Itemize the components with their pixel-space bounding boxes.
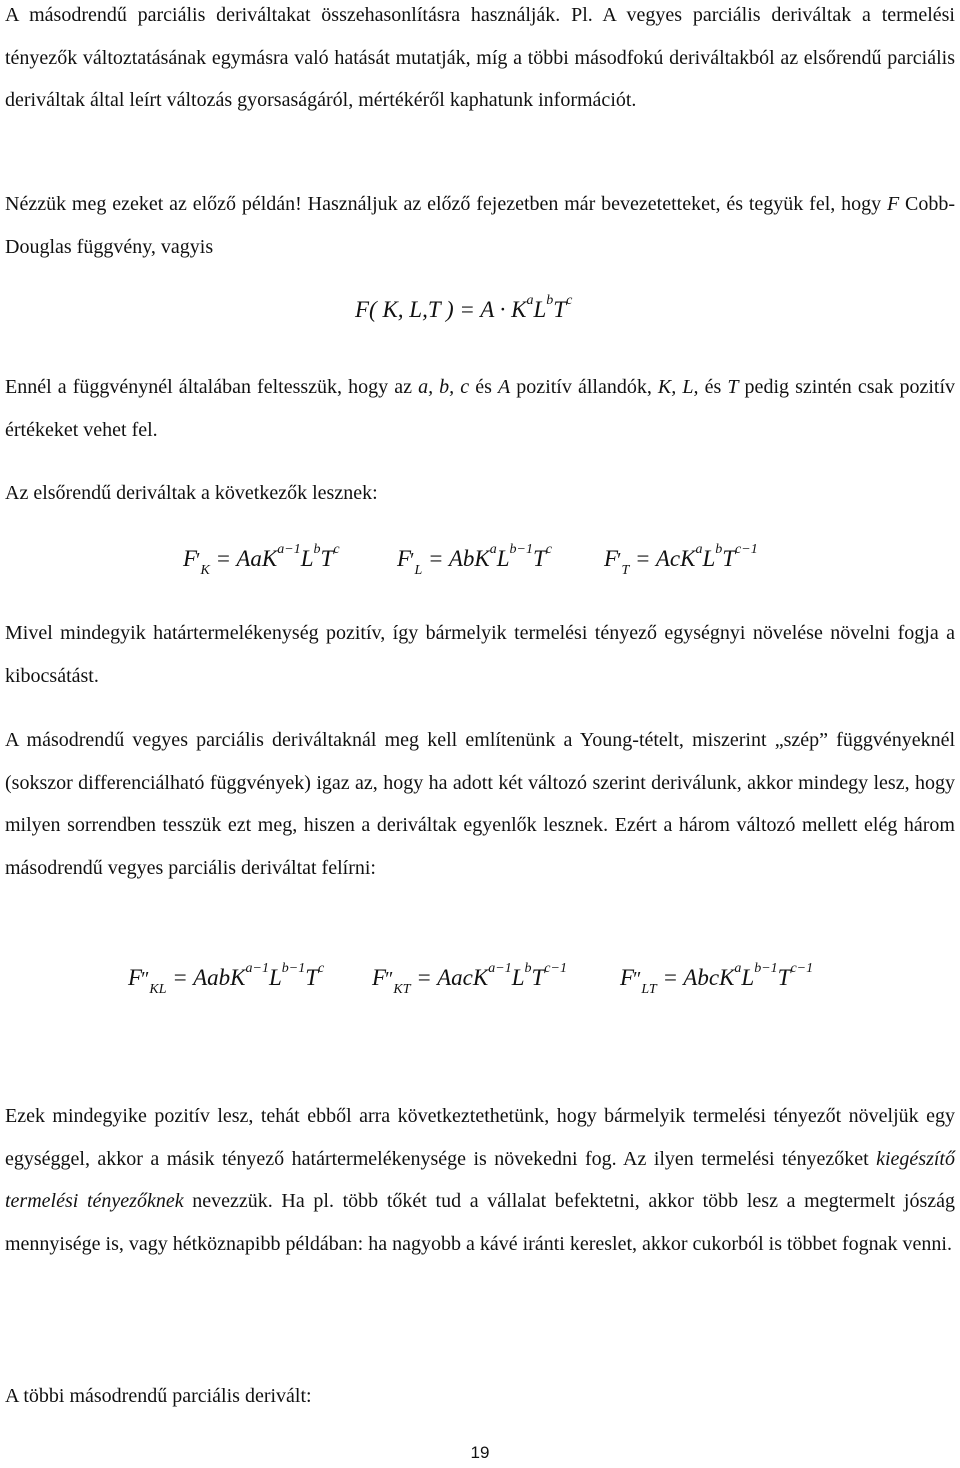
exponent: c−1 xyxy=(544,961,567,977)
paragraph-complementary-factors xyxy=(5,1095,955,1265)
variable: T xyxy=(531,965,545,990)
variable: F xyxy=(604,546,619,571)
subscript: LT xyxy=(641,981,657,997)
double-prime-mark: ″ xyxy=(633,968,642,990)
paragraph-partial-derivatives: A másodrendű parciális deriváltakat összehasonlításra használják. Pl. A vegyes parciális deriváltak a termelési tényezők változtatásának egymásra való hatását mutatják, míg a többi másodfokú deriváltakból az elsőrendű parciális deriváltak által leírt változás gyorsaságáról, mértékéről kaphatunk információt. xyxy=(5,4,955,111)
equation-FL xyxy=(397,542,552,578)
emphasis-term: kiegészítő termelési tényezőknek xyxy=(5,1147,955,1212)
exponent: c xyxy=(333,542,340,558)
paragraph-first-order-intro: Az elsőrendű deriváltak a következők lesznek: xyxy=(5,482,378,504)
text-segment: nevezzük. Ha pl. több tőkét tud a vállalat befektetni, akkor több lesz a megtermelt jószág mennyisége is, vagy hétköznapibb példában: ha nagyobb a kávé iránti kereslet, akkor cukorból is többet fognak venni. xyxy=(5,1190,955,1255)
text-segment: Ennél a függvénynél általában feltesszük, hogy az xyxy=(5,376,419,398)
exponent: c−1 xyxy=(790,961,814,977)
exponent: a xyxy=(489,542,497,558)
prime-mark: ′ xyxy=(410,549,415,571)
equation-rhs: = AaK xyxy=(215,546,278,571)
exponent: a xyxy=(695,542,703,558)
variable: L xyxy=(268,965,282,990)
subscript: KT xyxy=(393,981,411,997)
paragraph-other-derivatives: A többi másodrendű parciális derivált: xyxy=(5,1385,312,1407)
equation-FKT xyxy=(372,961,567,997)
exponent: c−1 xyxy=(735,542,758,558)
exponent: b xyxy=(715,542,723,558)
variable-T: T xyxy=(727,376,739,398)
prime-mark: ′ xyxy=(196,549,201,571)
variables-abc: a, b, c xyxy=(418,376,470,398)
variable: L xyxy=(702,546,716,571)
page-number: 19 xyxy=(470,1443,490,1462)
text-segment: és xyxy=(469,376,498,398)
text-segment: Ezek mindegyike pozitív lesz, tehát ebből arra következtethetünk, hogy bármelyik termelési tényezőt növeljük egy egységgel, akkor a másik tényező határtermelékenysége is növekedni fog. Az ilyen termelési tényezőket xyxy=(5,1105,955,1170)
variable: T xyxy=(320,546,334,571)
exponent: a xyxy=(526,293,534,309)
subscript: T xyxy=(621,562,630,578)
variables-KL: K, L, xyxy=(657,376,699,398)
exponent: b xyxy=(546,293,554,309)
text-segment: Nézzük meg ezeket az előző példán! Használjuk az előző fejezetben már bevezetetteket, és tegyük fel, hogy xyxy=(5,193,887,215)
variable-F: F xyxy=(886,193,900,215)
exponent: c xyxy=(545,542,552,558)
equation-FLT xyxy=(620,961,814,997)
variable: F xyxy=(128,965,143,990)
text-segment: Cobb-Douglas függvény, vagyis xyxy=(5,193,955,258)
variable: L xyxy=(300,546,314,571)
prime-mark: ′ xyxy=(617,549,622,571)
subscript: L xyxy=(414,562,423,578)
exponent: a−1 xyxy=(277,542,301,558)
paragraph-marginal-productivity: Mivel mindegyik határtermelékenység pozitív, így bármelyik termelési tényező egységnyi növelése növelni fogja a kibocsátást. xyxy=(5,622,955,687)
variable: T xyxy=(777,965,791,990)
text-segment: és xyxy=(698,376,728,398)
variable: T xyxy=(722,546,736,571)
variable-A: A xyxy=(498,376,511,398)
equation-rhs: = AbcK xyxy=(662,965,735,990)
exponent: a xyxy=(734,961,742,977)
exponent: a−1 xyxy=(245,961,269,977)
exponent: b xyxy=(524,961,532,977)
exponent: a−1 xyxy=(488,961,512,977)
equation-FK xyxy=(183,542,340,578)
paragraph-young-theorem: A másodrendű vegyes parciális deriváltaknál meg kell említenünk a Young-tételt, miszerint „szép” függvényeknél (sokszor differenciálható függvények) igaz az, hogy ha adott két változó szerint deriválunk, akkor mindegy lesz, hogy milyen sorrendben tesszük ezt meg, hiszen a deriváltak egyenlők lesznek. Ezért a három változó mellett elég három másodrendű vegyes parciális deriváltat felírni: xyxy=(5,729,955,879)
double-prime-mark: ″ xyxy=(141,968,150,990)
equation-lhs: F( K, L,T ) = A · K xyxy=(355,297,527,322)
equation-FKL xyxy=(128,961,325,997)
equation-rhs: = AbK xyxy=(427,546,490,571)
subscript: KL xyxy=(149,981,167,997)
variable: L xyxy=(496,546,510,571)
exponent: b−1 xyxy=(754,961,778,977)
paragraph-assumptions xyxy=(5,366,955,451)
variable: F xyxy=(372,965,387,990)
variable: L xyxy=(533,297,547,322)
variable: T xyxy=(305,965,319,990)
exponent: c xyxy=(566,293,573,309)
text-segment: pozitív állandók, xyxy=(510,376,658,398)
exponent: b−1 xyxy=(281,961,306,977)
variable: L xyxy=(741,965,755,990)
exponent: b−1 xyxy=(509,542,533,558)
equation-rhs: = AabK xyxy=(172,965,246,990)
equation-rhs: = AacK xyxy=(416,965,489,990)
variable: F xyxy=(397,546,412,571)
variable: T xyxy=(553,297,567,322)
double-prime-mark: ″ xyxy=(385,968,394,990)
equation-FT xyxy=(604,542,758,578)
variable: T xyxy=(532,546,546,571)
subscript: K xyxy=(200,562,210,578)
equation-rhs: = AcK xyxy=(634,546,696,571)
exponent: b xyxy=(313,542,321,558)
equation-cobb-douglas xyxy=(355,293,573,323)
variable: F xyxy=(183,546,198,571)
variable: F xyxy=(620,965,635,990)
text-segment: pedig szintén csak pozitív értékeket vehet fel. xyxy=(5,376,956,441)
paragraph-example-intro xyxy=(5,183,955,268)
variable: L xyxy=(511,965,525,990)
exponent: c xyxy=(318,961,325,977)
